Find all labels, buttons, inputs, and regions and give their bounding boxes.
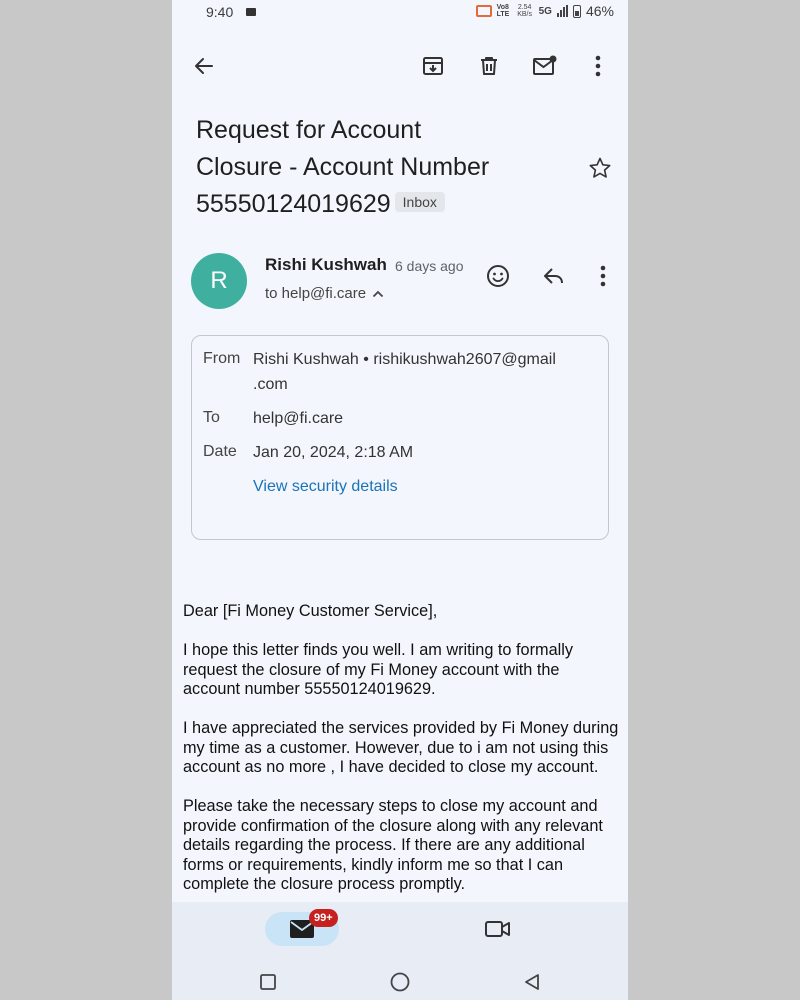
from-label: From [203,350,241,367]
date-value: Jan 20, 2024, 2:18 AM [253,444,414,461]
screen-record-icon [246,8,256,16]
react-emoji-button[interactable] [482,260,514,292]
mark-unread-button[interactable] [529,50,561,82]
back-arrow-icon [192,54,216,78]
signal-icon [557,5,568,17]
sent-time: 6 days ago [395,258,464,274]
volte-indicator: Vo8 LTE [496,4,510,18]
recipient-toggle[interactable] [265,285,384,302]
network-speed: 2.54 KB/s [517,4,533,18]
back-triangle-icon [524,973,540,991]
back-button[interactable] [188,50,220,82]
view-security-details-link[interactable]: View security details [253,478,398,495]
more-vert-icon [600,265,606,287]
more-options-button[interactable] [582,50,614,82]
recipient-text: to help@fi.care [265,285,367,302]
archive-button[interactable] [417,50,449,82]
bottom-navigation [172,902,628,1000]
to-label: To [203,409,220,426]
status-icons [476,3,614,19]
email-subject [196,112,576,223]
status-bar [172,0,628,24]
battery-icon [573,5,581,18]
to-value: help@fi.care [253,410,344,427]
from-value [253,347,583,397]
body-paragraph: Dear [Fi Money Customer Service], [183,602,438,620]
emoji-icon [486,264,510,288]
sender-name: Rishi Kushwah [265,255,387,274]
reply-button[interactable] [538,260,570,292]
mark-unread-icon [532,54,558,78]
star-icon [588,156,612,180]
reply-icon [542,264,566,288]
delete-icon [477,54,501,78]
chevron-up-icon [372,290,384,298]
status-time: 9:40 [206,4,234,20]
body-paragraph: I have appreciated the services provided by Fi Money during my time as a customer. However, due to i am not using this account as no more , I have decided to close my account. [183,719,619,776]
meet-tab[interactable] [482,914,514,944]
email-body [183,602,619,902]
body-paragraph: Please take the necessary steps to close my account and provide confirmation of the closure along with any relevant details regarding the process. If there are any additional forms or requirements, kindly inform me so that I can complete the closure process promptly. [183,797,603,893]
message-details-panel [191,335,609,540]
subject-line-number: 55550124019629 [196,190,391,218]
subject-line: Request for Account [196,116,422,144]
network-type: 5G [538,5,552,17]
recents-square-icon [260,974,276,990]
gmail-screen [172,0,628,1000]
subject-line: Closure - Account Number [196,153,490,181]
sender-avatar[interactable]: R [191,253,247,309]
unread-count-badge: 99+ [309,909,338,927]
cast-icon [476,5,492,17]
message-more-button[interactable] [587,260,619,292]
battery-percent: 46% [585,3,614,19]
recents-button[interactable] [256,970,280,994]
delete-button[interactable] [473,50,505,82]
system-back-button[interactable] [520,970,544,994]
more-vert-icon [595,55,601,77]
home-circle-icon [390,972,410,992]
from-value-line: .com [253,376,288,393]
subject-line [196,186,576,223]
archive-icon [421,54,445,78]
star-button[interactable] [584,152,616,184]
from-value-line: Rishi Kushwah • rishikushwah2607@gmail [253,351,556,368]
date-label: Date [203,443,237,460]
home-button[interactable] [388,970,412,994]
video-camera-icon [485,920,511,938]
inbox-label[interactable]: Inbox [395,192,445,212]
body-paragraph: I hope this letter finds you well. I am writing to formally request the closure of my Fi Money account with the account number 55550124019629. [183,641,574,698]
